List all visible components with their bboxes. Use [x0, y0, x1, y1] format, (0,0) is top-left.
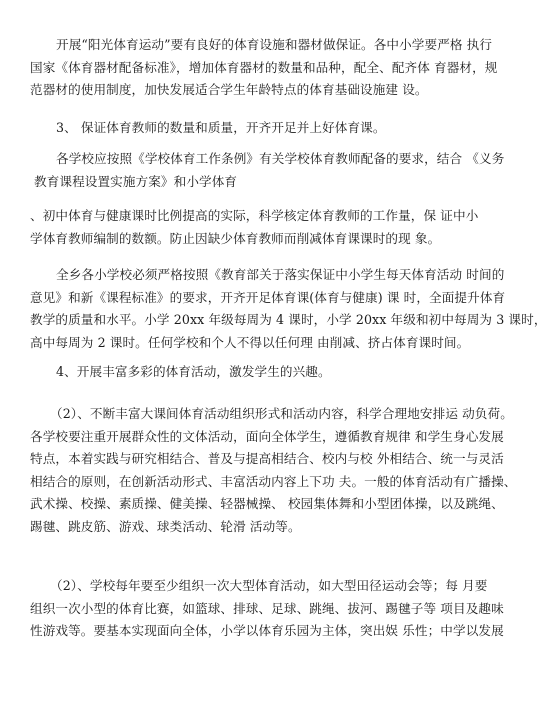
paragraph-line: 教育课程设置实施方案》和小学体育 [34, 173, 238, 189]
paragraph-break-activities [30, 403, 517, 538]
paragraph-line: 国家《体育器材配备标准》，增加体育器材的数量和品种，配全、配齐体 育器材，规 [30, 59, 498, 75]
section-heading-teachers [30, 117, 470, 140]
paragraph-sports-facilities [30, 34, 498, 102]
paragraph-line: 3、 保证体育教师的数量和质量，开齐开足并上好体育课。 [56, 120, 386, 135]
paragraph-line: 高中每周为 2 课时。任何学校和个人不得以任何理 由削减、挤占体育课时间。 [30, 334, 470, 350]
paragraph-line: 意见》和新《课程标准》的要求，开齐开足体育课(体育与健康) 课 时，全面提升体育 [30, 289, 506, 305]
paragraph-line: 范器材的使用制度，加快发展适合学生年龄特点的体育基础设施建 设。 [30, 82, 428, 97]
paragraph-line: 性游戏等。要基本实现面向全体，小学以体育乐园为主体，突出娱 乐性；中学以发展 [30, 623, 504, 638]
paragraph-line: 4、开展丰富多彩的体育活动，激发学生的兴趣。 [56, 364, 331, 379]
paragraph-line: 各学校要注重开展群众性的文体活动，面向全体学生，遵循教育规律 和学生身心发展 [30, 428, 504, 444]
paragraph-teacher-staffing [30, 148, 505, 193]
paragraph-line: （2）、不断丰富大课间体育活动组织形式和活动内容，科学合理地安排运 动负荷。 [50, 406, 513, 421]
paragraph-line: 学体育教师编制的数额。防止因缺少体育教师而削减体育课课时的现 象。 [30, 230, 441, 246]
paragraph-annual-events [30, 575, 504, 643]
section-heading-activities [30, 361, 470, 384]
paragraph-line: 相结合的原则，在创新活动形式、丰富活动内容上下功 夫。一般的体育活动有广播操、 [30, 473, 517, 489]
paragraph-line: 开展“阳光体育运动”要有良好的体育设施和器材做保证。各中小学要严格 执行 [56, 37, 493, 52]
paragraph-line: 武术操、校操、素质操、健美操、轻器械操、 校园集体舞和小型团体操，以及跳绳、 [30, 496, 504, 511]
paragraph-line: 、初中体育与健康课时比例提高的实际，科学核定体育教师的工作量，保 证中小 [30, 208, 479, 223]
paragraph-line: 组织一次小型的体育比赛，如篮球、排球、足球、跳绳、拔河、踢毽子等 项目及趣味 [30, 600, 504, 616]
paragraph-line: 特点，本着实践与研究相结合、普及与提高相结合、校内与校 外相结合、统一与灵活 [30, 451, 504, 466]
paragraph-teacher-workload [30, 205, 479, 250]
paragraph-line: 各学校应按照《学校体育工作条例》有关学校体育教师配备的要求，结合 《义务 [56, 151, 505, 166]
paragraph-line: 教学的质量和水平。小学 20xx 年级每周为 4 课时，小学 20xx 年级和初中每周为 3 课时， [30, 312, 547, 327]
paragraph-line: 全乡各小学校必须严格按照《教育部关于落实保证中小学生每天体育活动 时间的 [56, 267, 505, 282]
paragraph-line: （2）、学校每年要至少组织一次大型体育活动，如大型田径运动会等；每 月要 [50, 578, 488, 593]
paragraph-line: 踢毽、跳皮筋、游戏、球类活动、轮滑 活动等。 [30, 518, 301, 534]
paragraph-class-hours [30, 264, 547, 354]
